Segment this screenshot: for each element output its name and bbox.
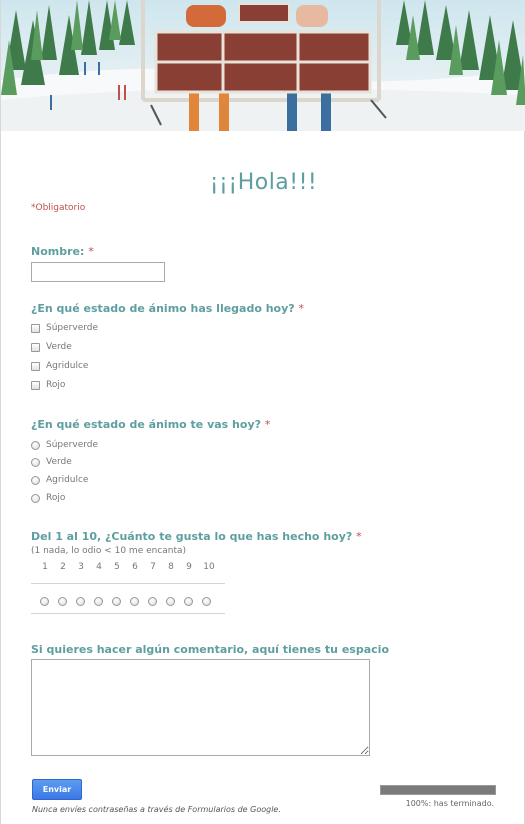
scale-label-6: 6 xyxy=(132,562,138,572)
question-title-nombre xyxy=(31,245,94,258)
scale-label-3: 3 xyxy=(78,562,84,572)
scale-radio-1[interactable] xyxy=(40,597,49,606)
question-label: ¿En qué estado de ánimo te vas hoy? xyxy=(31,418,261,431)
option-label: Rojo xyxy=(46,380,66,390)
question-label: Del 1 al 10, ¿Cuánto te gusta lo que has hecho hoy? xyxy=(31,530,353,543)
radio-button[interactable] xyxy=(31,458,40,467)
progress-text: 100%: has terminado. xyxy=(405,799,494,808)
required-note: *Obligatorio xyxy=(31,203,86,213)
scale-label-10: 10 xyxy=(203,562,215,572)
scale-label-1: 1 xyxy=(42,562,48,572)
scale-radio-3[interactable] xyxy=(76,597,85,606)
scale-label-5: 5 xyxy=(114,562,120,572)
checkbox[interactable] xyxy=(31,362,40,371)
required-asterisk: * xyxy=(88,245,94,258)
radio-button[interactable] xyxy=(31,494,40,503)
comment-textarea[interactable] xyxy=(31,659,370,756)
question-title-mood-leaving xyxy=(31,418,270,431)
scale-label-8: 8 xyxy=(168,562,174,572)
password-warning: Nunca envíes contraseñas a través de Formularios de Google. xyxy=(32,805,281,814)
checkbox-option-superverde[interactable] xyxy=(31,321,98,335)
question-label: Si quieres hacer algún comentario, aquí tienes tu espacio xyxy=(31,643,389,656)
scale-label-9: 9 xyxy=(186,562,192,572)
question-title-comment xyxy=(31,643,389,656)
radio-option-verde[interactable] xyxy=(31,455,72,469)
required-asterisk: * xyxy=(298,302,305,315)
checkbox-option-agridulce[interactable] xyxy=(31,359,88,373)
question-label: Nombre: xyxy=(31,245,85,258)
submit-button[interactable]: Enviar xyxy=(32,779,82,800)
checkbox[interactable] xyxy=(31,381,40,390)
radio-option-rojo[interactable] xyxy=(31,491,65,505)
option-label: Súperverde xyxy=(46,440,99,450)
option-label: Verde xyxy=(46,457,72,467)
radio-button[interactable] xyxy=(31,441,40,450)
radio-option-agridulce[interactable] xyxy=(31,473,88,487)
option-label: Agridulce xyxy=(46,475,89,485)
form-title: ¡¡¡Hola!!! xyxy=(209,170,318,195)
required-asterisk: * xyxy=(356,530,362,543)
checkbox[interactable] xyxy=(31,324,40,333)
option-label: Súperverde xyxy=(46,323,99,333)
option-label: Agridulce xyxy=(46,361,89,371)
scale-divider xyxy=(31,613,225,614)
progress-bar-fill xyxy=(381,786,495,794)
scale-radio-5[interactable] xyxy=(112,597,121,606)
option-label: Verde xyxy=(46,342,72,352)
checkbox-option-verde[interactable] xyxy=(31,340,72,354)
scale-label-7: 7 xyxy=(150,562,156,572)
scale-radio-9[interactable] xyxy=(184,597,193,606)
scale-label-2: 2 xyxy=(60,562,66,572)
scale-radio-6[interactable] xyxy=(130,597,139,606)
nombre-input[interactable] xyxy=(31,262,165,282)
header-banner-image xyxy=(1,0,525,131)
radio-button[interactable] xyxy=(31,476,40,485)
scale-label-4: 4 xyxy=(96,562,102,572)
scale-radio-4[interactable] xyxy=(94,597,103,606)
required-asterisk: * xyxy=(264,418,271,431)
scale-radio-2[interactable] xyxy=(58,597,67,606)
question-title-mood-arrival xyxy=(31,302,304,315)
scale-radio-10[interactable] xyxy=(202,597,211,606)
progress-bar xyxy=(380,785,496,795)
rating-help-text: (1 nada, lo odio < 10 me encanta) xyxy=(31,546,187,556)
question-label: ¿En qué estado de ánimo has llegado hoy? xyxy=(31,302,295,315)
scale-divider xyxy=(31,583,225,584)
checkbox[interactable] xyxy=(31,343,40,352)
scale-radio-7[interactable] xyxy=(148,597,157,606)
scale-radio-8[interactable] xyxy=(166,597,175,606)
checkbox-option-rojo[interactable] xyxy=(31,378,65,392)
radio-option-superverde[interactable] xyxy=(31,438,98,452)
option-label: Rojo xyxy=(46,493,66,503)
rating-scale xyxy=(31,562,225,614)
question-title-rating xyxy=(31,530,362,543)
